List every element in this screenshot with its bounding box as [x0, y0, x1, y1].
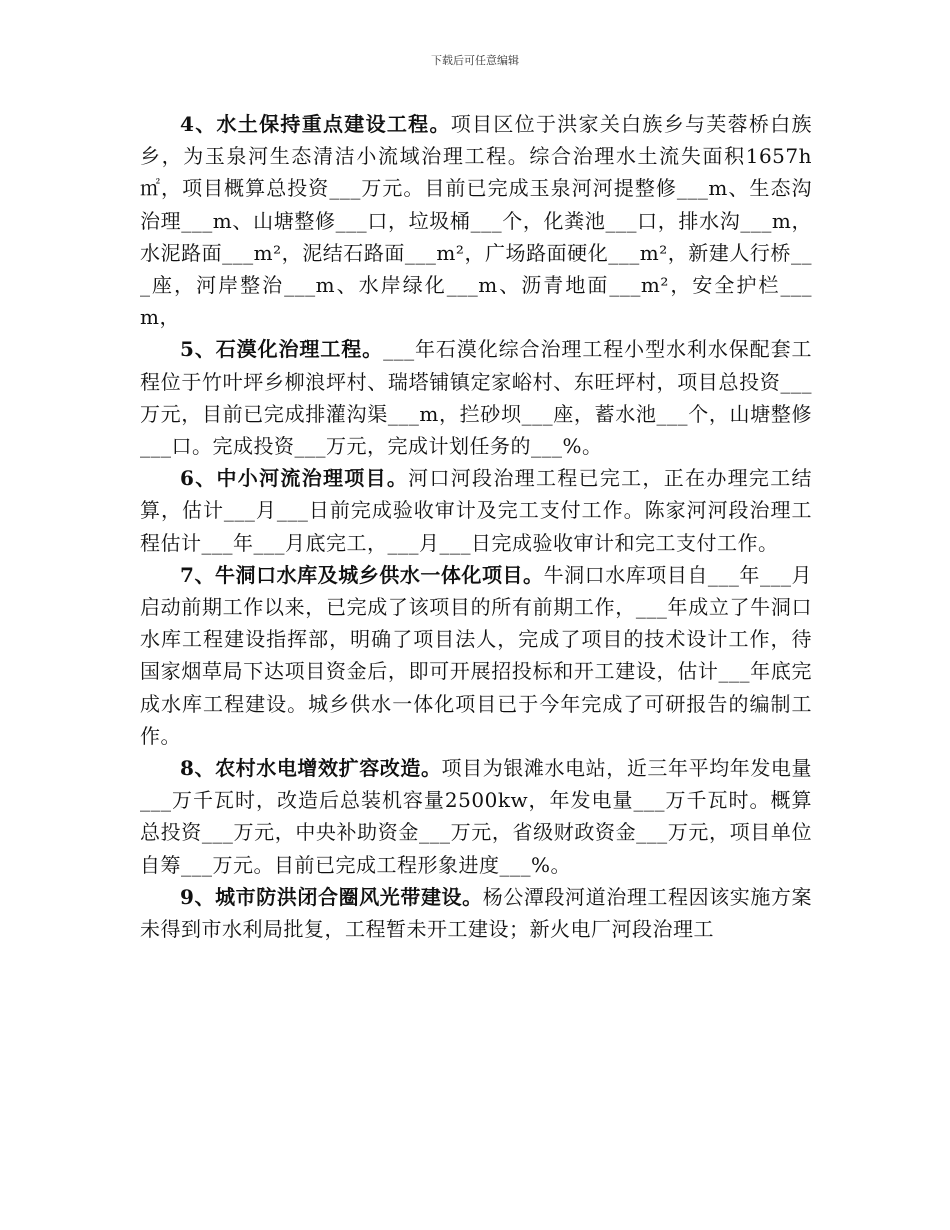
- paragraph-heading: 7、牛洞口水库及城乡供水一体化项目。: [180, 562, 544, 587]
- paragraph-body: ___年石漠化综合治理工程小型水利水保配套工程位于竹叶坪乡柳浪坪村、瑞塔铺镇定家峪村、东旺坪村，项目总投资___万元，目前已完成排灌沟渠___m，拦砂坝___座，蓄水池___个，山塘整修___口。完成投资___万元，完成计划任务的___%。: [140, 337, 813, 459]
- paragraph-4: [140, 108, 812, 333]
- paragraph-7: [140, 559, 812, 752]
- paragraph-heading: 4、水土保持重点建设工程。: [180, 112, 451, 136]
- paragraph-5: [140, 333, 812, 462]
- paragraph-8: [140, 752, 812, 881]
- paragraph-9: [140, 881, 812, 945]
- paragraph-body: 项目为银滩水电站，近三年平均年发电量___万千瓦时，改造后总装机容量2500kw，年发电量___万千瓦时。概算总投资___万元，中央补助资金___万元，省级财政资金___万元，项目单位自筹___万元。目前已完成工程形象进度___%。: [140, 756, 813, 877]
- paragraph-heading: 8、农村水电增效扩容改造。: [180, 756, 442, 781]
- paragraph-heading: 9、城市防洪闭合圈风光带建设。: [180, 884, 483, 909]
- paragraph-body: 牛洞口水库项目自___年___月启动前期工作以来，已完成了该项目的所有前期工作，___年成立了牛洞口水库工程建设指挥部，明确了项目法人，完成了项目的技术设计工作，待国家烟草局下达项目资金后，即可开展招投标和开工建设，估计___年底完成水库工程建设。城乡供水一体化项目已于今年完成了可研报告的编制工作。: [140, 562, 813, 748]
- paragraph-body: 河口河段治理工程已完工，正在办理完工结算，估计___月___日前完成验收审计及完工支付工作。陈家河河段治理工程估计___年___月底完工，___月___日完成验收审计和完工支付工作。: [140, 466, 812, 555]
- paragraph-heading: 5、石漠化治理工程。: [180, 337, 384, 362]
- paragraph-body: 项目区位于洪家关白族乡与芙蓉桥白族乡，为玉泉河生态清洁小流域治理工程。综合治理水土流失面积1657h㎡，项目概算总投资___万元。目前已完成玉泉河河提整修___m、生态沟治理___m、山塘整修___口，垃圾桶___个，化粪池___口，排水沟___m，水泥路面___m²，泥结石路面___m²，广场路面硬化___m²，新建人行桥___座，河岸整治___m、水岸绿化___m、沥青地面___m²，安全护栏___m，: [140, 112, 812, 330]
- page-header: 下载后可任意编辑: [431, 54, 519, 67]
- paragraph-body: 杨公潭段河道治理工程因该实施方案未得到市水利局批复，工程暂未开工建设；新火电厂河段治理工: [140, 884, 813, 942]
- paragraph-6: [140, 462, 812, 559]
- document-body: [140, 108, 812, 945]
- paragraph-heading: 6、中小河流治理项目。: [180, 466, 409, 491]
